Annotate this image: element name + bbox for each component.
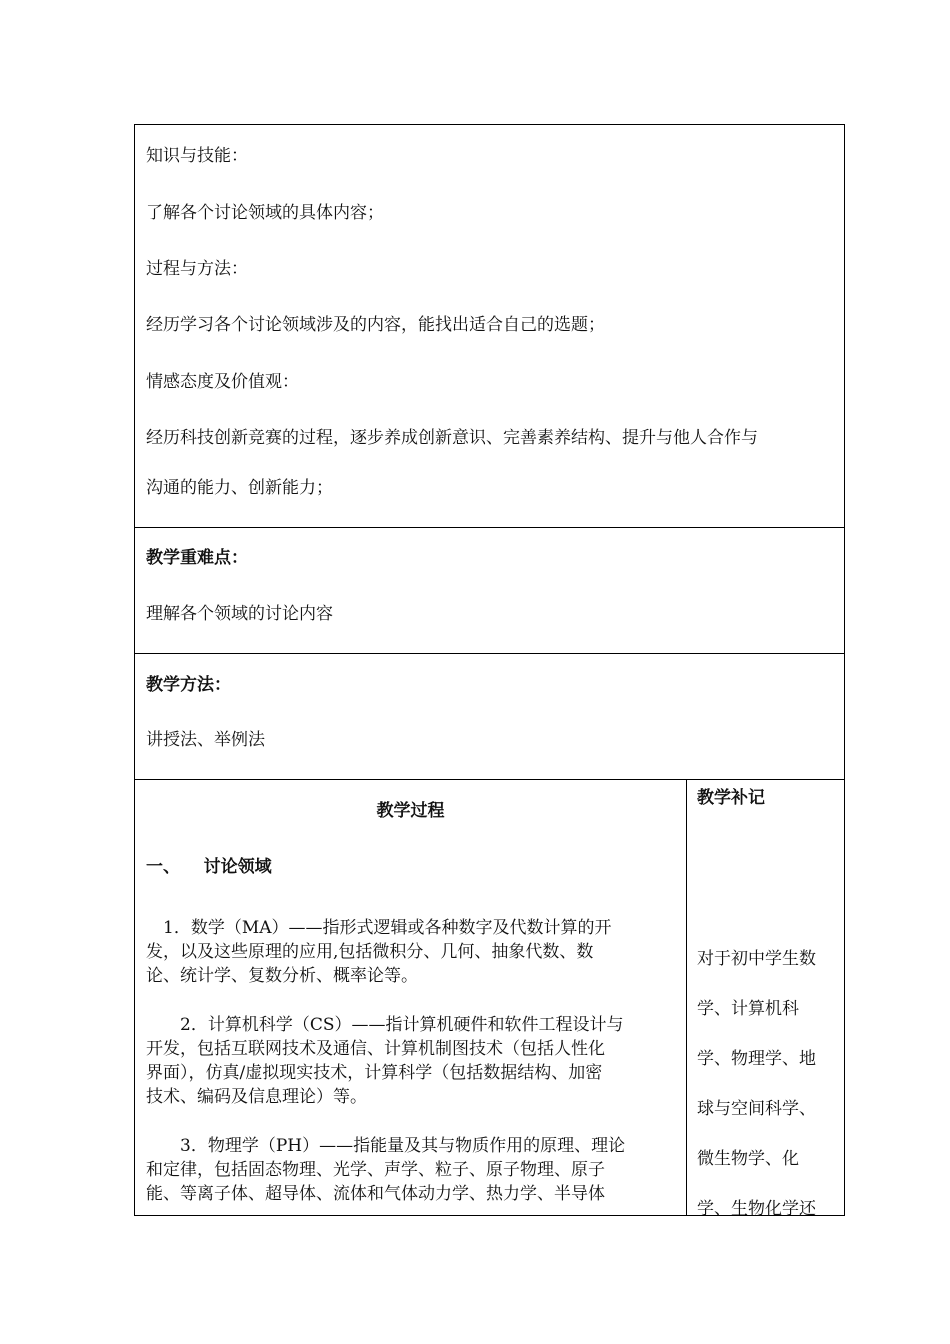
key-points-text: 理解各个领域的讨论内容	[146, 604, 333, 624]
note-line: 学、生物化学还	[697, 1199, 816, 1219]
process-heading: 教学过程	[376, 801, 445, 821]
paragraph-mathematics	[146, 916, 676, 988]
process-heading: 过程与方法：	[146, 259, 248, 279]
process-text: 经历学习各个讨论领域涉及的内容，能找出适合自己的选题；	[146, 315, 605, 335]
notes-heading: 教学补记	[697, 788, 765, 808]
paragraph-line: 1．数学（MA）——指形式逻辑或各种数字及代数计算的开	[163, 918, 612, 938]
section-title: 一、 讨论领域	[146, 857, 272, 877]
note-line: 学、计算机科	[697, 999, 799, 1019]
paragraph-line: 发，以及这些原理的应用,包括微积分、几何、抽象代数、数	[146, 942, 594, 962]
paragraph-line: 3．物理学（PH）——指能量及其与物质作用的原理、理论	[180, 1136, 626, 1156]
emotion-text-line-1: 经历科技创新竞赛的过程，逐步养成创新意识、完善素养结构、提升与他人合作与	[146, 428, 758, 448]
note-line: 球与空间科学、	[697, 1099, 816, 1119]
paragraph-line: 能、等离子体、超导体、流体和气体动力学、热力学、半导体	[146, 1184, 605, 1204]
paragraph-physics	[146, 1134, 676, 1206]
teaching-notes	[697, 780, 842, 1219]
paragraph-line: 界面），仿真/虚拟现实技术，计算科学（包括数据结构、加密	[146, 1063, 603, 1083]
paragraph-line: 技术、编码及信息理论）等。	[146, 1087, 367, 1107]
knowledge-heading: 知识与技能：	[146, 146, 248, 166]
methods-heading: 教学方法：	[146, 675, 231, 695]
note-line: 对于初中学生数	[697, 949, 816, 969]
note-line: 学、物理学、地	[697, 1049, 816, 1069]
process-section	[134, 779, 845, 1219]
paragraph-line: 开发，包括互联网技术及通信、计算机制图技术（包括人性化	[146, 1039, 605, 1059]
emotion-heading: 情感态度及价值观：	[146, 372, 299, 392]
paragraph-line: 2．计算机科学（CS）——指计算机硬件和软件工程设计与	[180, 1015, 624, 1035]
objectives-section	[134, 124, 845, 528]
methods-section	[134, 653, 845, 780]
methods-text: 讲授法、举例法	[146, 730, 265, 750]
emotion-text-line-2: 沟通的能力、创新能力；	[146, 478, 333, 498]
note-line: 微生物学、化	[697, 1149, 799, 1169]
column-divider	[686, 780, 687, 1215]
paragraph-line: 论、统计学、复数分析、概率论等。	[146, 966, 418, 986]
paragraph-line: 和定律，包括固态物理、光学、声学、粒子、原子物理、原子	[146, 1160, 605, 1180]
key-points-heading: 教学重难点：	[146, 548, 248, 568]
knowledge-text: 了解各个讨论领域的具体内容；	[146, 203, 384, 223]
paragraph-computer-science	[146, 1013, 676, 1109]
key-points-section	[134, 527, 845, 654]
